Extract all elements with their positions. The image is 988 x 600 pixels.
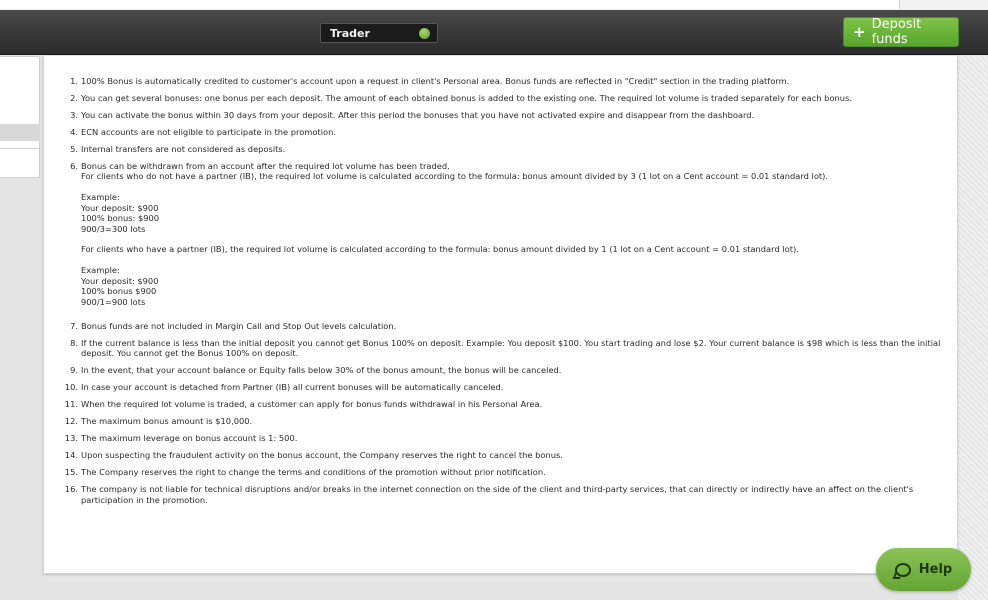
plus-icon: + xyxy=(853,23,866,41)
list-item: 1. 100% Bonus is automatically credited to customer's account upon a request in client's Personal area. Bonus funds are reflected in "Credit" section in the trading platform. xyxy=(70,76,790,86)
list-item: 9. In the event, that your account balance or Equity falls below 30% of the bonus amount, the bonus will be canceled. xyxy=(70,365,562,376)
terms-list xyxy=(57,76,952,512)
list-item: 5. Internal transfers are not considered as deposits. xyxy=(70,144,286,154)
list-item: 3. You can activate the bonus within 30 days from your deposit. After this period the bonuses that you have not activated expire and disappear from the dashboard. xyxy=(70,110,755,120)
list-item: 10. In case your account is detached from Partner (IB) all current bonuses will be automatically canceled. xyxy=(64,382,504,393)
list-item: 13. The maximum leverage on bonus account is 1: 500. xyxy=(64,433,298,444)
account-type-value: Trader xyxy=(330,27,370,40)
left-sidebar-panel xyxy=(0,56,40,178)
list-item: 16. The company is not liable for technical disruptions and/or breaks in the internet connection on the side of the client and third-party services, that can directly or indirectly have an affect on the client's participation in the promotion. xyxy=(64,484,914,505)
example-block: Example: Your deposit: $900 100% bonus: $900 900/3=300 lots xyxy=(81,192,160,234)
list-item: 14. Upon suspecting the fraudulent activity on the bonus account, the Company reserves the right to cancel the bonus. xyxy=(64,450,563,461)
list-item: 2. You can get several bonuses: one bonus per each deposit. The amount of each obtained bonus is added to the existing one. The required lot volume is traded separately for each bonus. xyxy=(70,93,853,103)
browser-top-strip xyxy=(0,0,988,10)
address-bar-edge xyxy=(0,0,900,9)
sidebar-divider xyxy=(0,148,40,149)
list-item: 7. Bonus funds are not included in Margin Call and Stop Out levels calculation. xyxy=(70,320,397,331)
page-background-rail xyxy=(958,56,988,600)
deposit-funds-button[interactable] xyxy=(843,17,959,47)
help-chat-button[interactable] xyxy=(876,548,971,591)
list-item: 8. If the current balance is less than the initial deposit you cannot get Bonus 100% on deposit. Example: You deposit $100. You start trading and lose $2. Your current balance is $98 which is less than the initial deposit. You cannot get the Bonus 100% on deposit. xyxy=(70,337,941,359)
account-type-select[interactable] xyxy=(320,23,438,43)
list-item: 4. ECN accounts are not eligible to participate in the promotion. xyxy=(70,127,336,137)
list-item: 11. When the required lot volume is traded, a customer can apply for bonus funds withdrawal in his Personal Area. xyxy=(64,399,543,410)
sidebar-selected-row[interactable] xyxy=(0,124,40,141)
promotion-terms-panel xyxy=(43,56,958,574)
deposit-funds-label: Deposit funds xyxy=(871,17,922,47)
example-block: Example: Your deposit: $900 100% bonus $900 900/1=900 lots xyxy=(81,265,159,307)
status-dot-icon xyxy=(419,28,430,39)
chat-bubble-icon xyxy=(895,563,911,577)
help-label: Help xyxy=(918,562,953,577)
list-item: 15. The Company reserves the right to change the terms and conditions of the promotion without prior notification. xyxy=(64,467,546,478)
top-header-bar xyxy=(0,10,988,55)
list-item: 12. The maximum bonus amount is $10,000. xyxy=(64,416,253,427)
list-item: 6. Bonus can be withdrawn from an account after the required lot volume has been traded. For clients who do not have a partner (IB), the required lot volume is calculated according to the formula: bonus amount divided by 3 (1 lot on a Cent account = 0.01 standard lot). Example: Your deposit: $900 100% bonus: $900 900/3=300 lots For clients who have a partner (IB), the required lot volume is calculated according to the formula: bonus amount divided by 1 (1 lot on a Cent account = 0.01 standard lot). Example: Your deposit: $900 100% bonus $900 900/1=900 lots xyxy=(57,161,952,307)
